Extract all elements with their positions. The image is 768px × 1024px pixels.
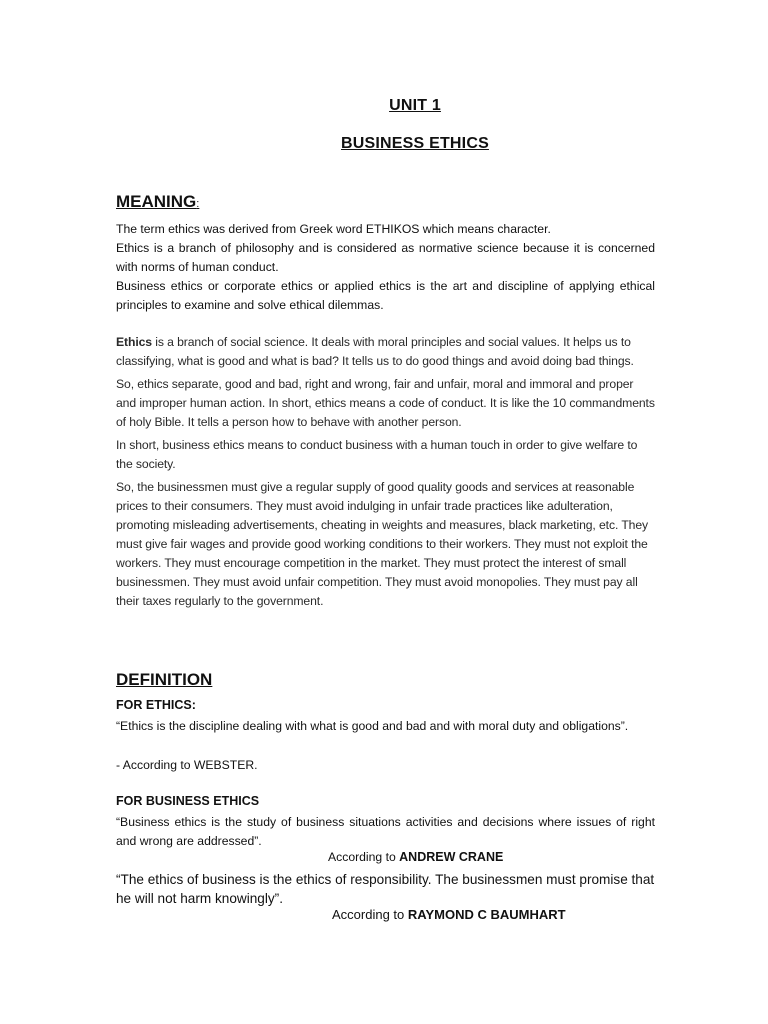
baumhart-quote: “The ethics of business is the ethics of responsibility. The businessmen must promise that he will not harm knowingly”. [116, 872, 655, 906]
document-title: BUSINESS ETHICS [341, 135, 489, 152]
baumhart-attribution-name: RAYMOND C BAUMHART [407, 907, 566, 922]
definition-heading: DEFINITION [116, 670, 213, 689]
crane-attribution-prefix: According to [328, 850, 400, 864]
ethics-code-paragraph: So, ethics separate, good and bad, right and wrong, fair and unfair, moral and immoral and proper and improper human action. In short, ethics means a code of conduct. It is like the 10 commandments of holy Bible. It tells a person how to behave with another person. [116, 377, 655, 429]
intro-line-philosophy: Ethics is a branch of philosophy and is considered as normative science because it is concerned with norms of human conduct. [116, 241, 655, 274]
unit-title: UNIT 1 [389, 97, 441, 114]
meaning-intro [116, 220, 655, 315]
crane-attribution-name: ANDREW CRANE [399, 850, 504, 864]
webster-quote: “Ethics is the discipline dealing with what is good and bad and with moral duty and obligations”. [116, 719, 629, 733]
meaning-heading-colon: : [196, 198, 200, 210]
crane-quote: “Business ethics is the study of business situations activities and decisions where issues of right and wrong are addressed”. [116, 815, 655, 848]
businessmen-duties-paragraph: So, the businessmen must give a regular supply of good quality goods and services at reasonable prices to their consumers. They must avoid indulging in unfair trade practices like adulteration, promoting misleading advertisements, cheating in weights and measures, black marketing, etc. They must give fair wages and provide good working conditions to their workers. They must not exploit the workers. They must encourage competition in the market. They must protect the interest of small businessmen. They must avoid unfair competition. They must avoid monopolies. They must pay all their taxes regularly to the government. [116, 480, 649, 608]
ethics-lead-term: Ethics [116, 335, 152, 349]
baumhart-attribution-prefix: According to [332, 907, 408, 922]
intro-line-etymology: The term ethics was derived from Greek word ETHIKOS which means character. [116, 222, 551, 236]
for-ethics-label: FOR ETHICS: [116, 698, 196, 712]
webster-attribution: - According to WEBSTER. [116, 758, 258, 772]
baumhart-attribution [332, 907, 566, 922]
human-touch-paragraph: In short, business ethics means to conduct business with a human touch in order to give welfare to the society. [116, 438, 638, 471]
ethics-paragraph [116, 333, 655, 371]
meaning-heading-text: MEANING [116, 192, 197, 211]
intro-line-business-ethics: Business ethics or corporate ethics or applied ethics is the art and discipline of applying ethical principles to examine and solve ethical dilemmas. [116, 279, 655, 312]
for-business-ethics-label: FOR BUSINESS ETHICS [116, 794, 260, 808]
meaning-heading [116, 192, 199, 212]
crane-attribution [328, 850, 503, 864]
ethics-paragraph-text: is a branch of social science. It deals with moral principles and social values. It helps us to classifying, what is good and what is bad? It tells us to do good things and avoid doing bad things. [116, 335, 634, 368]
meaning-body [116, 333, 655, 615]
